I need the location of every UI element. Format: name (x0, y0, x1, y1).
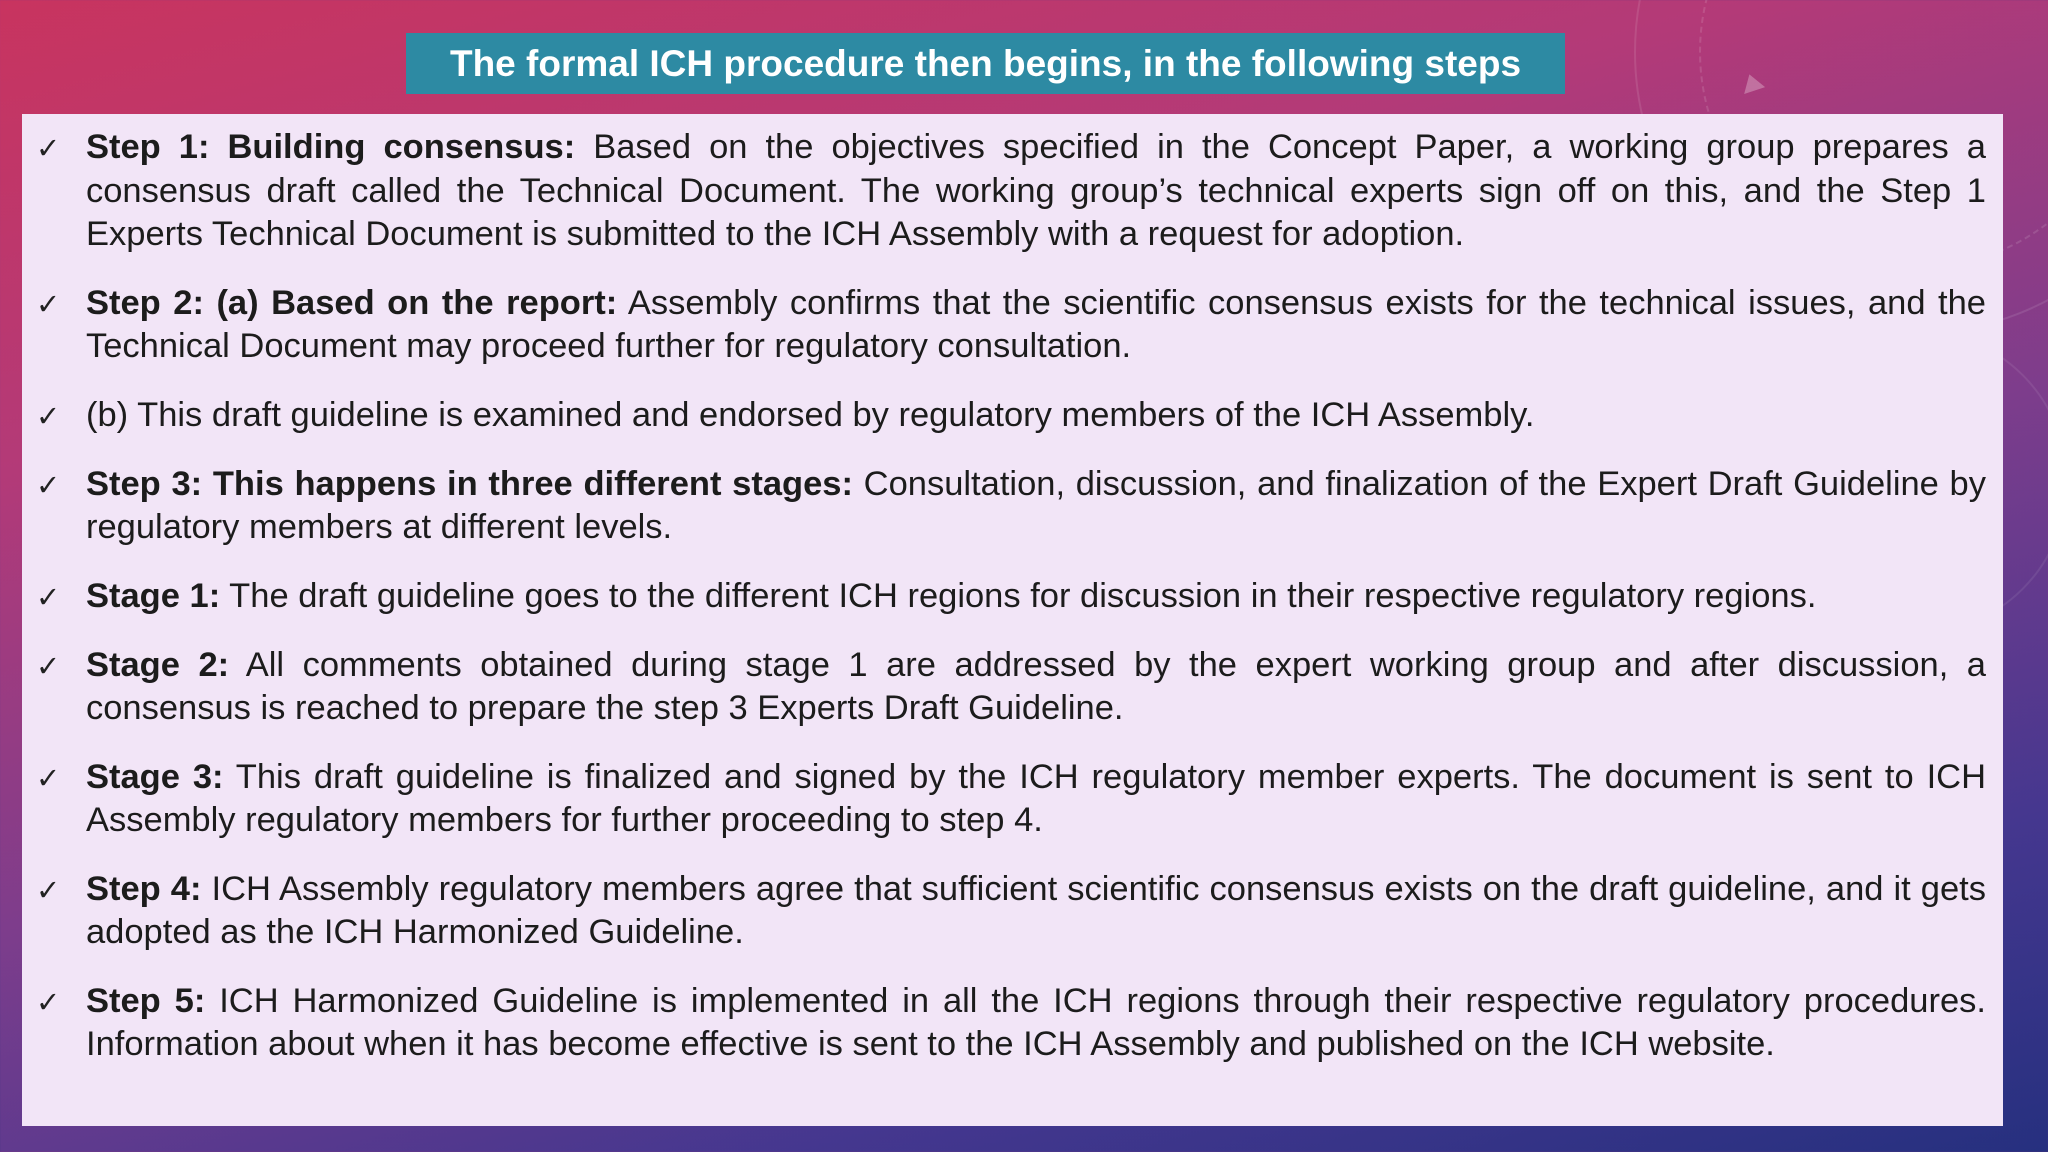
check-icon: ✓ (36, 286, 61, 321)
item-text (86, 463, 1986, 550)
list-item-step-2a (36, 282, 1986, 369)
item-label: Stage 3: (86, 757, 224, 796)
item-text (86, 575, 1986, 619)
item-label: Step 3: This happens in three different stages: (86, 464, 853, 503)
check-icon: ✓ (36, 579, 61, 614)
list-item-step-3 (36, 463, 1986, 550)
item-label: Step 2: (a) Based on the report: (86, 283, 618, 322)
list-item-step-4 (36, 868, 1986, 955)
item-text (86, 868, 1986, 955)
item-label: Stage 1: (86, 576, 221, 615)
list-item-step-1 (36, 126, 1986, 257)
item-body: ICH Harmonized Guideline is implemented in all the ICH regions through their respective regulatory procedures. Information about when it has become effective is sent to the ICH Assembly and published on the ICH website. (86, 981, 1986, 1063)
item-body: Consultation, discussion, and finalization of the Expert Draft Guideline by regulatory members at different levels. (86, 464, 1986, 546)
content-panel (22, 114, 2003, 1126)
list-item-stage-2 (36, 644, 1986, 731)
list-item-step-2b (36, 394, 1986, 438)
check-icon: ✓ (36, 984, 61, 1019)
item-body: All comments obtained during stage 1 are addressed by the expert working group and after discussion, a consensus is reached to prepare the step 3 Experts Draft Guideline. (86, 645, 1986, 727)
item-text (86, 644, 1986, 731)
check-icon: ✓ (36, 467, 61, 502)
item-body: ICH Assembly regulatory members agree that sufficient scientific consensus exists on the draft guideline, and it gets adopted as the ICH Harmonized Guideline. (86, 869, 1986, 951)
item-body: This draft guideline is finalized and signed by the ICH regulatory member experts. The document is sent to ICH Assembly regulatory members for further proceeding to step 4. (86, 757, 1986, 839)
item-text (86, 756, 1986, 843)
list-item-step-5 (36, 980, 1986, 1067)
list-item-stage-3 (36, 756, 1986, 843)
check-icon: ✓ (36, 760, 61, 795)
item-text (86, 126, 1986, 257)
item-label: Step 1: Building consensus: (86, 128, 576, 166)
check-icon: ✓ (36, 131, 61, 165)
item-text (86, 282, 1986, 369)
check-icon: ✓ (36, 648, 61, 683)
check-icon: ✓ (36, 872, 61, 907)
check-icon: ✓ (36, 398, 61, 433)
slide-title: The formal ICH procedure then begins, in the following steps (406, 33, 1565, 94)
item-text (86, 980, 1986, 1067)
list-item-stage-1 (36, 575, 1986, 619)
item-label: Stage 2: (86, 645, 230, 684)
item-body: Based on the objectives specified in the Concept Paper, a working group prepares a consensus draft called the Technical Document. The working group’s technical experts sign off on this, and the Step 1 Experts Technical Document is submitted to the ICH Assembly with a request for adoption. (86, 128, 1986, 253)
item-text (86, 394, 1986, 438)
item-label: Step 5: (86, 981, 206, 1020)
item-label: Step 4: (86, 869, 202, 908)
item-body: (b) This draft guideline is examined and endorsed by regulatory members of the ICH Assembly. (86, 395, 1535, 434)
item-body: The draft guideline goes to the different ICH regions for discussion in their respective regulatory regions. (220, 576, 1817, 615)
item-body: Assembly confirms that the scientific consensus exists for the technical issues, and the Technical Document may proceed further for regulatory consultation. (86, 283, 1986, 365)
